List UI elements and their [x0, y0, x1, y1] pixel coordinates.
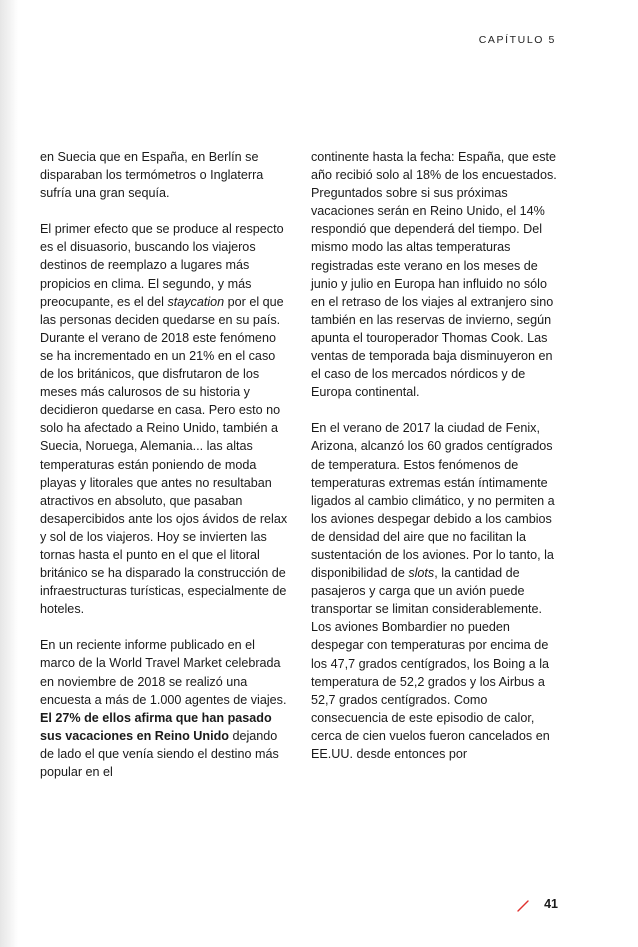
paragraph: El primer efecto que se produce al respecto es el disuasorio, buscando los viajeros destinos de reemplazo a lugares más propicios en clima. El segundo, y más preocupante, es el del staycation por el que las personas deciden quedarse en su país. Durante el verano de 2018 este fenómeno se ha incrementado en un 21% en el caso de los británicos, que disfrutaron de los meses más calurosos de su historia y decidieron quedarse en casa. Pero esto no solo ha afectado a Reino Unido, también a Suecia, Noruega, Alemania... las altas temperaturas están poniendo de moda playas y litorales que antes no resultaban atractivos en absoluto, que pasaban desapercibidos ante los ojos ávidos de relax y sol de los viajeros. Hoy se invierten las tornas hasta el punto en el que el litoral británico se ha disparado la construcción de infraestructuras turísticas, especialmente de hoteles.	[40, 222, 288, 617]
paragraph: En un reciente informe publicado en el marco de la World Travel Market celebrada en noviembre de 2018 se realizó una encuesta a más de 1.000 agentes de viajes. El 27% de ellos afirma que han pasado sus vacaciones en Reino Unido dejando de lado el que venía siendo el destino más popular en el	[40, 638, 287, 779]
paragraph: En el verano de 2017 la ciudad de Fenix, Arizona, alcanzó los 60 grados centígrados de temperatura. Estos fenómenos de temperaturas extremas están íntimamente ligados al cambio climático, y no permiten a los aviones despegar debido a los cambios de densidad del aire que no facilitan la sustentación de los aviones. Por lo tanto, la disponibilidad de slots, la cantidad de pasajeros y carga que un avión puede transportar se limitan considerablemente. Los aviones Bombardier no pueden despegar con temperaturas por encima de los 47,7 grados centígrados, los Boing a la temperatura de 52,2 grados y los Airbus a 52,7 grados centígrados. Como consecuencia de este episodio de calor, cerca de cien vuelos fueron cancelados en EE.UU. desde entonces por	[311, 421, 555, 761]
italic-term: slots	[408, 566, 435, 581]
paragraph: continente hasta la fecha: España, que este año recibió solo al 18% de los encuestados. Preguntados sobre si sus próximas vacaciones serán en Reino Unido, el 14% respondió que dependerá del tiempo. Del mismo modo las altas temperaturas registradas este verano en los meses de junio y julio en Europa han influido no sólo en el retraso de los viajes al extranjero sino también en las reservas de invierno, según apunta el touroperador Thomas Cook. Las ventas de temporada baja disminuyeron en el caso de los mercados nórdicos y de Europa continental.	[311, 150, 557, 400]
bold-highlight: El 27% de ellos afirma que han pasado sus vacaciones en Reino Unido	[40, 710, 272, 743]
slash-accent-icon	[516, 899, 530, 913]
page-spine-shadow	[0, 0, 18, 947]
text-column-right	[311, 148, 559, 781]
text-column-left	[40, 148, 288, 799]
chapter-header: CAPÍTULO 5	[478, 34, 556, 46]
page-number: 41	[544, 897, 558, 911]
italic-term: staycation	[167, 294, 225, 309]
paragraph: en Suecia que en España, en Berlín se disparaban los termómetros o Inglaterra sufría una gran sequía.	[40, 150, 264, 201]
